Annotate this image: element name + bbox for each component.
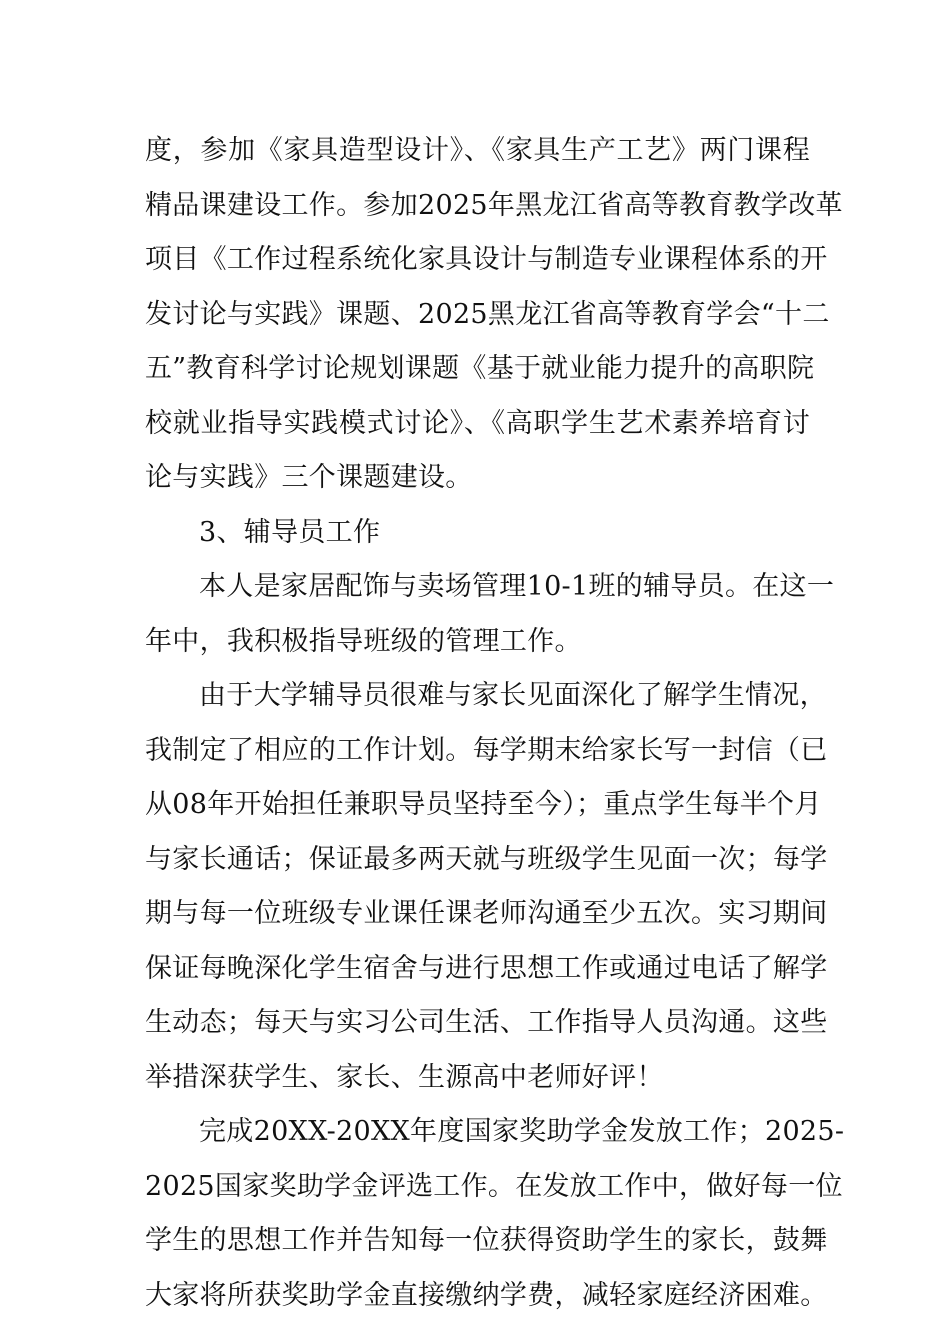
text-line: 我制定了相应的工作计划。每学期末给家长写一封信（已 [145,734,828,766]
text-line: 完成20XX-20XX年度国家奖助学金发放工作；2025- [199,1116,845,1147]
text-line: 举措深获学生、家长、生源高中老师好评！ [145,1061,664,1093]
text-line: 2025国家奖助学金评选工作。在发放工作中，做好每一位 [145,1170,843,1202]
text-line: 由于大学辅导员很难与家长见面深化了解学生情况， [199,680,827,711]
text-line: 论与实践》三个课题建设。 [145,462,473,493]
text-line: 期与每一位班级专业课任课老师沟通至少五次。实习期间 [145,898,828,929]
text-line: 校就业指导实践模式讨论》、《高职学生艺术素养培育讨 [145,407,810,439]
text-line: 本人是家居配饰与卖场管理10-1班的辅导员。在这一 [199,571,835,602]
text-line: 与家长通话；保证最多两天就与班级学生见面一次；每学 [145,843,828,875]
text-line: 保证每晚深化学生宿舍与进行思想工作或通过电话了解学 [145,952,828,984]
text-line: 生动态；每天与实习公司生活、工作指导人员沟通。这些 [145,1007,828,1038]
text-line: 大家将所获奖助学金直接缴纳学费，减轻家庭经济困难。 [145,1279,828,1311]
text-line: 五”教育科学讨论规划课题《基于就业能力提升的高职院 [145,353,815,384]
text-line: 精品课建设工作。参加2025年黑龙江省高等教育教学改革 [145,189,843,221]
text-line: 学生的思想工作并告知每一位获得资助学生的家长，鼓舞 [145,1225,828,1256]
text-line: 发讨论与实践》课题、2025黑龙江省高等教育学会“十二 [145,298,830,330]
text-line: 从08年开始担任兼职导员坚持至今）；重点学生每半个月 [145,789,822,820]
text-line: 度，参加《家具造型设计》、《家具生产工艺》两门课程 [145,135,810,166]
text-line: 3、辅导员工作 [199,516,381,548]
text-line: 年中，我积极指导班级的管理工作。 [145,625,582,657]
document-body [145,124,845,1323]
text-line: 项目《工作过程系统化家具设计与制造专业课程体系的开 [145,244,828,275]
